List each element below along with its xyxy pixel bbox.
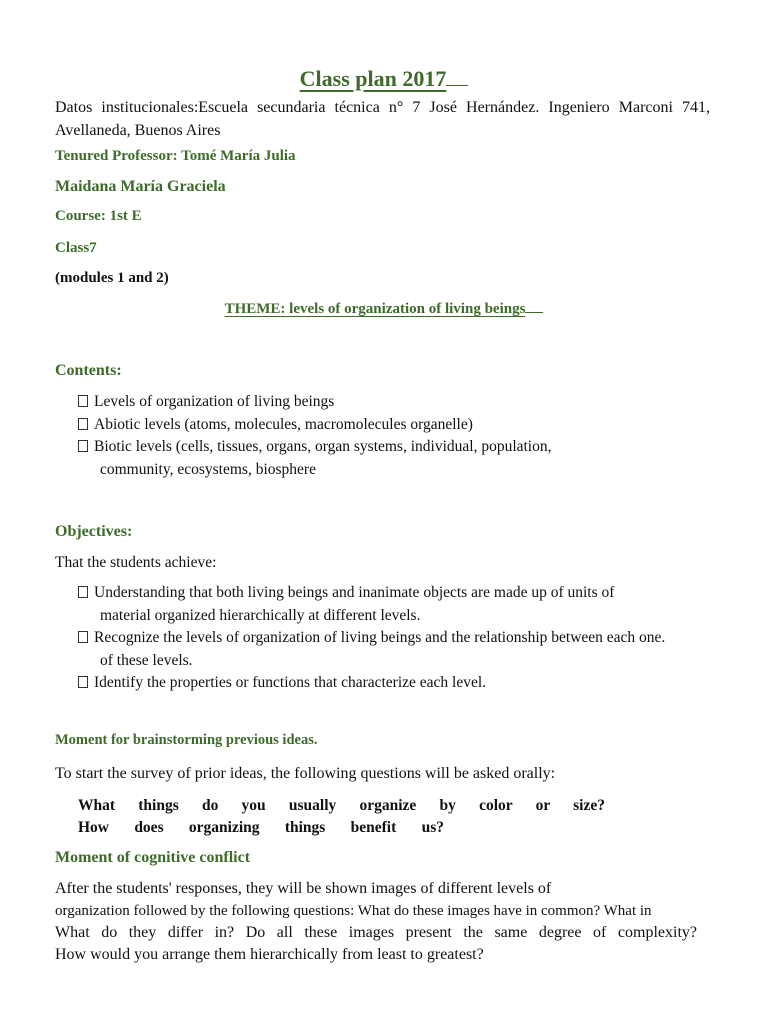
brainstorm-intro: To start the survey of prior ideas, the following questions will be asked orally: (55, 765, 556, 782)
professor-line: Tenured Professor: Tomé María Julia (55, 148, 296, 164)
objectives-heading: Objectives: (55, 523, 133, 540)
class-number: Class7 (55, 240, 97, 256)
conflict-line: How would you arrange them hierarchically from least to greatest? (55, 946, 484, 963)
conflict-line: organization followed by the following questions: What do these images have in common? What in (55, 903, 652, 919)
list-item: Understanding that both living beings and inanimate objects are made up of units of material organized hierarchically at different levels. (78, 582, 738, 627)
conflict-line: After the students' responses, they will be shown images of different levels of (55, 880, 552, 897)
checkbox-bullet-icon (78, 631, 88, 643)
conflict-heading: Moment of cognitive conflict (55, 849, 251, 866)
question-2: How does organizing things benefit us? (78, 819, 444, 836)
list-item: Recognize the levels of organization of living beings and the relationship between each one. of these levels. (78, 627, 738, 672)
checkbox-bullet-icon (78, 586, 88, 598)
contents-list (78, 391, 738, 481)
theme-heading: THEME: levels of organization of living beings (0, 300, 768, 318)
brainstorm-heading: Moment for brainstorming previous ideas. (55, 732, 318, 748)
list-item: Abiotic levels (atoms, molecules, macromolecules organelle) (78, 414, 738, 437)
checkbox-bullet-icon (78, 395, 88, 407)
objectives-intro: That the students achieve: (55, 554, 217, 571)
modules-line: (modules 1 and 2) (55, 270, 169, 286)
checkbox-bullet-icon (78, 440, 88, 452)
conflict-paragraph (55, 878, 710, 966)
contents-heading: Contents: (55, 362, 122, 379)
list-item: Biotic levels (cells, tissues, organs, organ systems, individual, population, community, ecosystems, biosphere (78, 436, 738, 481)
second-teacher-line: Maidana María Graciela (55, 178, 226, 195)
list-item: Levels of organization of living beings (78, 391, 738, 414)
objectives-list (78, 582, 738, 695)
checkbox-bullet-icon (78, 418, 88, 430)
list-item: Identify the properties or functions that characterize each level. (78, 672, 738, 695)
course-line: Course: 1st E (55, 208, 142, 224)
institutional-data: Datos institucionales:Escuela secundaria técnica n° 7 José Hernández. Ingeniero Marconi 741, Avellaneda, Buenos Aires (55, 99, 710, 139)
checkbox-bullet-icon (78, 676, 88, 688)
page-title: Class plan 2017 (0, 66, 768, 92)
conflict-line: What do they differ in? Do all these images present the same degree of complexity? (55, 924, 697, 941)
question-1: What things do you usually organize by color or size? (78, 797, 605, 814)
